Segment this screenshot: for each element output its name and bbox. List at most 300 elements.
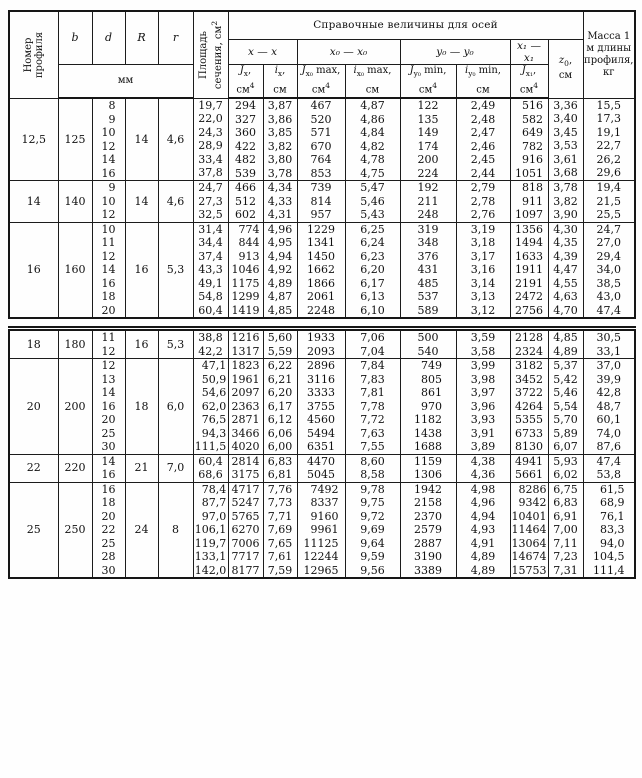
value-line: 6,22 xyxy=(267,359,293,372)
value-line: 970 xyxy=(421,399,442,413)
value-line: 1662 xyxy=(307,263,335,276)
value-line: 818 xyxy=(522,181,543,194)
value-line: 6,91 xyxy=(553,509,578,523)
cell-area xyxy=(193,359,228,455)
value-line: 3466 xyxy=(231,426,260,440)
value-line: 4,82 xyxy=(360,139,385,153)
cell-ix xyxy=(263,181,297,223)
value-line: 7717 xyxy=(231,550,260,563)
value-line: 19,4 xyxy=(596,181,622,194)
value-line: 5494 xyxy=(307,426,335,440)
value-line: 18 xyxy=(101,496,116,509)
value-line: 4,96 xyxy=(267,222,293,236)
value-line: 2363 xyxy=(231,399,260,413)
cell-d xyxy=(92,454,125,482)
value-line: 3333 xyxy=(307,386,335,399)
value-stack xyxy=(235,99,256,180)
cell-jx0-max xyxy=(297,359,345,455)
value-line: 1175 xyxy=(231,276,260,290)
value-stack xyxy=(360,181,385,222)
cell-ix0-max xyxy=(345,329,400,359)
col-header-profile-number xyxy=(9,11,58,98)
value-line: 1450 xyxy=(307,249,335,263)
value-line: 37,4 xyxy=(198,249,223,263)
profile-header-line2: профиля xyxy=(33,31,45,78)
value-line: 39,9 xyxy=(596,372,621,386)
value-stack xyxy=(597,359,622,454)
value-line: 7,78 xyxy=(360,399,385,413)
cell-ix0-max xyxy=(345,98,400,181)
value-line: 3,59 xyxy=(470,331,496,344)
value-line: 4,70 xyxy=(553,303,578,317)
value-line: 37,0 xyxy=(596,359,621,372)
value-line: 24,7 xyxy=(198,181,223,194)
value-line: 670 xyxy=(310,139,332,153)
header-mm-units: мм xyxy=(58,64,193,98)
value-line: 764 xyxy=(310,153,332,166)
value-line: 2896 xyxy=(307,359,335,372)
value-line: 3,98 xyxy=(470,372,496,386)
value-line: 9160 xyxy=(310,509,339,523)
value-stack xyxy=(232,223,260,318)
value-line: 6,81 xyxy=(267,468,293,481)
value-line: 42,2 xyxy=(198,344,223,358)
value-line: 376 xyxy=(417,249,439,263)
value-stack xyxy=(360,359,385,454)
value-stack xyxy=(414,359,442,454)
value-line: 1911 xyxy=(515,263,543,276)
value: 5,3 xyxy=(166,263,185,276)
value-line: 15,5 xyxy=(596,98,622,112)
value-line: 13 xyxy=(101,372,116,386)
value-line: 3,91 xyxy=(470,426,496,440)
value-line: 7,31 xyxy=(553,563,578,577)
value-line: 1356 xyxy=(515,222,543,236)
value-line: 11464 xyxy=(511,523,547,536)
value: 6,0 xyxy=(166,399,185,413)
value-line: 7,00 xyxy=(553,523,578,536)
cell-ix xyxy=(263,359,297,455)
value-line: 7,69 xyxy=(267,523,293,536)
value-line: 7492 xyxy=(310,482,339,496)
value: 16 xyxy=(134,337,149,351)
value-line: 1961 xyxy=(231,372,260,386)
axis-header-x0-x0: x₀ — x₀ xyxy=(297,39,400,64)
cell-jx0-max xyxy=(297,98,345,181)
profile-header-line1: Номер xyxy=(22,37,34,73)
value-stack xyxy=(418,223,439,318)
value-line: 3452 xyxy=(515,372,543,386)
value-line: 16 xyxy=(101,482,116,496)
value-line: 54,6 xyxy=(201,386,227,399)
value-line: 2248 xyxy=(307,303,335,317)
value-line: 68,6 xyxy=(198,468,223,481)
value-line: 294 xyxy=(235,99,256,112)
value-line: 749 xyxy=(421,359,442,372)
value-line: 9 xyxy=(108,181,116,194)
value: 14 xyxy=(26,194,41,208)
value: 21 xyxy=(134,461,149,475)
value: 18 xyxy=(26,337,41,351)
profile-group-row xyxy=(9,181,635,223)
value: 14 xyxy=(134,194,149,208)
cell-b xyxy=(58,222,92,318)
cell-b xyxy=(58,98,92,181)
cell-r xyxy=(158,359,193,455)
value-line: 7,72 xyxy=(360,413,385,426)
value: 5,3 xyxy=(166,337,185,351)
area-header-line2: сечения, $см^2$ xyxy=(209,20,224,89)
value-line: 327 xyxy=(235,112,256,126)
value-line: 6,24 xyxy=(360,236,385,249)
value-line: 29,6 xyxy=(596,166,622,180)
value-stack xyxy=(102,359,116,454)
value-line: 3,68 xyxy=(553,166,578,180)
cell-R xyxy=(125,222,158,318)
value-line: 5,46 xyxy=(360,194,385,208)
value-line: 142,0 xyxy=(194,563,227,577)
value-line: 602 xyxy=(235,208,256,221)
cell-R xyxy=(125,98,158,181)
value-line: 4470 xyxy=(307,454,335,468)
value-line: 17,3 xyxy=(596,112,622,126)
cell-jx0-max xyxy=(297,222,345,318)
cell-d xyxy=(92,222,125,318)
value-line: 1216 xyxy=(231,331,260,344)
value-line: 1419 xyxy=(231,303,260,317)
value: 20 xyxy=(26,399,41,413)
value-line: 589 xyxy=(417,303,439,317)
value-stack xyxy=(512,483,547,578)
value-line: 94,0 xyxy=(600,536,625,550)
value-stack xyxy=(268,223,293,318)
value-line: 149 xyxy=(417,126,439,139)
value-line: 18 xyxy=(101,290,116,303)
value-stack xyxy=(553,331,578,358)
value-line: 10401 xyxy=(511,509,547,523)
value-line: 133,1 xyxy=(194,550,227,563)
value-line: 3,97 xyxy=(470,386,496,399)
value-line: 319 xyxy=(417,222,439,236)
value-line: 7,84 xyxy=(360,359,385,372)
value-stack xyxy=(597,99,622,180)
value-line: 2324 xyxy=(515,344,543,358)
value-line: 78,4 xyxy=(201,482,227,496)
cell-d xyxy=(92,98,125,181)
cell-profile-number xyxy=(9,482,58,578)
value-stack xyxy=(232,359,260,454)
value-line: 9,72 xyxy=(360,509,385,523)
value-line: 5,54 xyxy=(553,399,578,413)
col-header-d: d xyxy=(92,11,125,64)
value-stack xyxy=(268,483,293,578)
value-line: 3,87 xyxy=(267,99,293,112)
value-line: 5661 xyxy=(515,468,543,481)
value-line: 5,60 xyxy=(267,331,293,344)
col-header-r: r xyxy=(158,11,193,64)
value-line: 1051 xyxy=(515,166,543,180)
value-line: 805 xyxy=(421,372,442,386)
value-stack xyxy=(597,223,622,318)
value: 25 xyxy=(26,523,41,536)
value-line: 60,4 xyxy=(198,303,223,317)
cell-jx xyxy=(228,359,263,455)
value-line: 12 xyxy=(101,359,116,372)
cell-mass xyxy=(583,181,635,223)
value-line: 3,99 xyxy=(470,359,496,372)
value-line: 10 xyxy=(101,126,116,139)
value-line: 19,7 xyxy=(198,98,223,112)
value-line: 4,78 xyxy=(360,153,385,166)
value-line: 8286 xyxy=(518,482,547,496)
value-line: 4560 xyxy=(307,413,335,426)
value-stack xyxy=(198,455,223,482)
value-line: 6,10 xyxy=(360,303,385,317)
value-line: 4,91 xyxy=(470,536,496,550)
col-header-z0: $z_0$, см xyxy=(548,39,583,98)
value-line: 3,90 xyxy=(553,208,578,221)
value-line: 14 xyxy=(101,386,116,399)
value: 8 xyxy=(172,523,179,536)
value-line: 97,0 xyxy=(201,509,227,523)
cell-b xyxy=(58,359,92,455)
value-line: 31,4 xyxy=(198,222,223,236)
value-line: 30 xyxy=(101,563,116,577)
value-line: 7,76 xyxy=(267,482,293,496)
value-line: 6,06 xyxy=(267,426,293,440)
cell-R xyxy=(125,482,158,578)
cell-z0 xyxy=(548,482,583,578)
value-line: 22,7 xyxy=(596,139,622,153)
cell-jx xyxy=(228,181,263,223)
value-stack xyxy=(102,223,116,318)
col-header-ix0-max: $i_{x_0}$ max, см xyxy=(345,64,400,98)
cell-profile-number xyxy=(9,98,58,181)
value-stack xyxy=(597,181,622,222)
value-line: 48,7 xyxy=(596,399,621,413)
value-stack xyxy=(268,455,293,482)
value-line: 37,8 xyxy=(198,166,223,180)
value-line: 9 xyxy=(108,112,116,126)
value: 220 xyxy=(64,461,86,475)
value-line: 12 xyxy=(101,139,116,153)
value-stack xyxy=(471,455,496,482)
value-line: 14 xyxy=(101,153,116,166)
value-stack xyxy=(414,483,442,578)
value-line: 9342 xyxy=(518,496,547,509)
value: 22 xyxy=(26,461,41,475)
value-line: 1159 xyxy=(414,454,442,468)
col-header-b: b xyxy=(58,11,92,64)
value-line: 7,65 xyxy=(267,536,293,550)
value-line: 512 xyxy=(235,194,256,208)
cell-jx0-max xyxy=(297,181,345,223)
value-line: 3,82 xyxy=(553,194,578,208)
cell-area xyxy=(193,222,228,318)
value-line: 5,47 xyxy=(360,181,385,194)
cell-mass xyxy=(583,222,635,318)
value: 16 xyxy=(26,263,41,276)
value-line: 3,19 xyxy=(470,222,496,236)
value-line: 4,30 xyxy=(553,222,578,236)
header-reference-values-title: Справочные величины для осей xyxy=(228,11,583,39)
value-line: 4,31 xyxy=(267,208,293,221)
value: 18 xyxy=(134,399,149,413)
value-line: 2097 xyxy=(231,386,260,399)
value-line: 7,63 xyxy=(360,426,385,440)
value-line: 5,89 xyxy=(553,426,578,440)
value: 200 xyxy=(64,399,86,413)
value-line: 76,5 xyxy=(201,413,227,426)
value-line: 16 xyxy=(101,166,116,180)
value-line: 957 xyxy=(310,208,332,221)
cell-mass xyxy=(583,359,635,455)
cell-profile-number xyxy=(9,359,58,455)
value-line: 6270 xyxy=(231,523,260,536)
value: 180 xyxy=(64,337,86,351)
value-line: 19,1 xyxy=(596,125,622,139)
value-line: 5,43 xyxy=(360,208,385,221)
cell-area xyxy=(193,181,228,223)
value-stack xyxy=(311,181,332,222)
col-header-R: R xyxy=(125,11,158,64)
cell-d xyxy=(92,329,125,359)
cell-r xyxy=(158,98,193,181)
value-line: 68,9 xyxy=(600,496,625,509)
value-stack xyxy=(235,181,256,222)
axis-header-y0-y0: y₀ — y₀ xyxy=(400,39,510,64)
value-stack xyxy=(268,181,293,222)
value-line: 4,89 xyxy=(470,550,496,563)
value-line: 29,4 xyxy=(596,249,622,263)
value-line: 7,06 xyxy=(360,331,385,344)
value-line: 4,35 xyxy=(553,236,578,249)
value-line: 4264 xyxy=(515,399,543,413)
value-line: 53,8 xyxy=(596,468,621,481)
value-stack xyxy=(360,331,385,358)
value-line: 2871 xyxy=(231,413,260,426)
value-line: 4,94 xyxy=(470,509,496,523)
value-stack xyxy=(471,483,496,578)
cell-r xyxy=(158,222,193,318)
cell-jx0-max xyxy=(297,329,345,359)
value-line: 33,4 xyxy=(198,152,223,166)
value-line: 2887 xyxy=(414,536,442,550)
value: 24 xyxy=(134,523,149,536)
value-line: 7,11 xyxy=(553,536,578,550)
profile-group-row xyxy=(9,329,635,359)
cell-ix xyxy=(263,98,297,181)
value-line: 7,83 xyxy=(360,372,385,386)
value-line: 3389 xyxy=(414,563,442,577)
value: 16 xyxy=(134,263,149,276)
value-line: 9,78 xyxy=(360,482,385,496)
value-line: 539 xyxy=(235,166,256,180)
value-line: 3,18 xyxy=(470,236,496,249)
value-line: 4,87 xyxy=(360,99,385,112)
value-line: 1097 xyxy=(515,208,543,221)
value-line: 2,78 xyxy=(470,194,496,208)
value-line: 25 xyxy=(101,426,116,440)
value-line: 782 xyxy=(522,139,543,153)
value-line: 6,83 xyxy=(553,496,578,509)
value-line: 60,1 xyxy=(596,413,621,426)
value-line: 571 xyxy=(310,126,332,139)
value-line: 466 xyxy=(235,181,256,194)
cell-jy0-min xyxy=(400,482,456,578)
value-line: 15753 xyxy=(511,563,547,577)
value-line: 2,49 xyxy=(470,99,496,112)
value-line: 6733 xyxy=(515,426,543,440)
cell-ix0-max xyxy=(345,454,400,482)
value-line: 2814 xyxy=(231,454,260,468)
value: 12,5 xyxy=(21,132,46,146)
value-line: 4,33 xyxy=(267,194,293,208)
value-line: 8177 xyxy=(231,563,260,577)
value-line: 104,5 xyxy=(593,550,625,563)
value-line: 74,0 xyxy=(596,426,621,440)
cell-ix xyxy=(263,222,297,318)
cell-r xyxy=(158,454,193,482)
table-body-block-1 xyxy=(9,98,635,318)
value-stack xyxy=(360,223,385,318)
value-line: 49,1 xyxy=(198,276,223,290)
value-line: 174 xyxy=(417,139,439,153)
value-line: 3,53 xyxy=(553,139,578,153)
value-line: 11125 xyxy=(303,536,339,550)
cell-jx xyxy=(228,482,263,578)
profile-group-row xyxy=(9,222,635,318)
value-line: 4,85 xyxy=(553,331,578,344)
cell-R xyxy=(125,181,158,223)
value-line: 16 xyxy=(101,399,116,413)
value-line: 4,63 xyxy=(553,290,578,303)
value-line: 2756 xyxy=(515,303,543,317)
value-line: 94,3 xyxy=(201,426,227,440)
value-stack xyxy=(593,483,625,578)
cell-jx1 xyxy=(510,329,548,359)
value-stack xyxy=(195,359,227,454)
value-line: 22,0 xyxy=(198,112,223,126)
value-stack xyxy=(597,455,622,482)
value-line: 7,55 xyxy=(360,440,385,453)
value-line: 20 xyxy=(101,509,116,523)
cell-area xyxy=(193,329,228,359)
value-line: 8337 xyxy=(310,496,339,509)
value-line: 2,46 xyxy=(470,139,496,153)
value-line: 3,89 xyxy=(470,440,496,453)
cell-jx1 xyxy=(510,181,548,223)
value-line: 844 xyxy=(238,236,260,249)
cell-profile-number xyxy=(9,222,58,318)
cell-iy0-min xyxy=(456,359,510,455)
value: 4,6 xyxy=(166,194,185,208)
cell-R xyxy=(125,329,158,359)
cell-jy0-min xyxy=(400,222,456,318)
value-line: 6,12 xyxy=(267,413,293,426)
value-line: 2,45 xyxy=(470,153,496,166)
value-stack xyxy=(515,223,543,318)
value-line: 1046 xyxy=(231,263,260,276)
cell-d xyxy=(92,359,125,455)
value-line: 5,42 xyxy=(553,372,578,386)
col-header-area xyxy=(193,11,228,98)
value-stack xyxy=(597,331,622,358)
value-line: 2,79 xyxy=(470,181,496,194)
value-line: 10 xyxy=(101,194,116,208)
value-stack xyxy=(198,181,223,222)
value-stack xyxy=(268,359,293,454)
